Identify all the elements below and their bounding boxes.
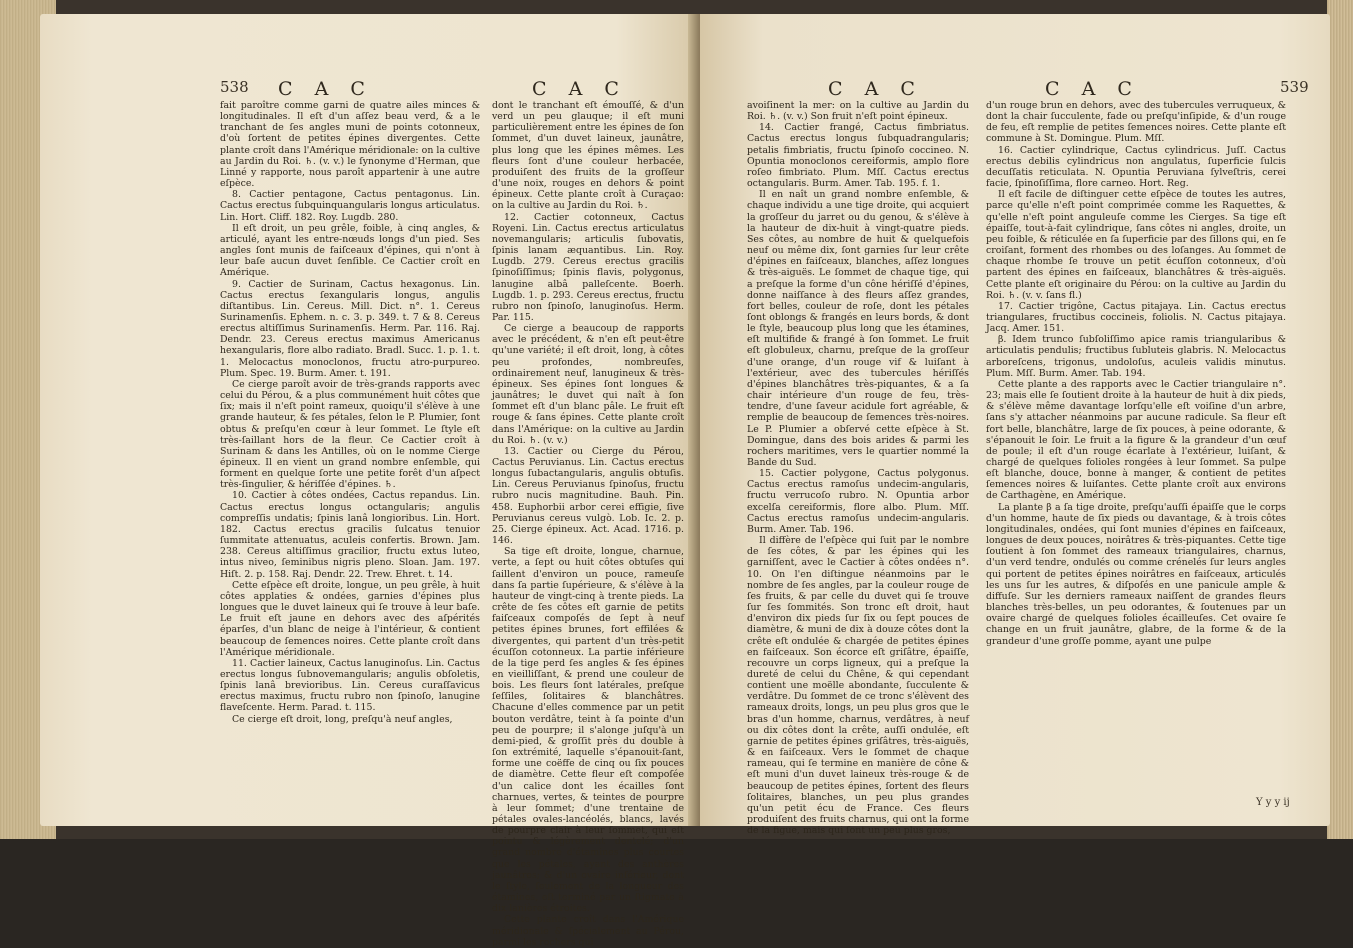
paragraph: 12. Cactier cotonneux, Cactus Royeni. Lin. Cactus erectus articulatus novemangularis; articulis ſubovatis, ſpinis lanam æquantibus. Lin. Roy. Lugdb. 279. Cereus erectus gracilis ſpinoſiſſimus; ſpinis flavis, polygonus, lanugine albâ palleſcente. Boerh. Lugdb. 1. p. 293. Cereus erectus, fructu rubro non ſpinoſo, lanuginoſus. Herm. Par. 115. [492, 211, 684, 323]
paragraph: Il eſt droit, un peu grêle, foible, à cinq angles, & articulé, ayant les entre-nœuds longs d'un pied. Ses angles ſont munis de faiſceaux d'épines, qui n'ont à leur baſe aucun duvet ſenſible. Ce Cactier croît en Amérique. [220, 222, 480, 279]
paragraph: 14. Cactier frangé, Cactus fimbriatus. Cactus erectus longus ſubquadrangularis; petalis fimbriatis, fructu ſpinoſo coccineo. N. Opuntia monoclonos cereiformis, amplo flore roſeo fimbriato. Plum. Mſſ. Cactus erectus octangularis. Burm. Amer. Tab. 195. f. 1. [747, 122, 969, 190]
text-column-1 [220, 100, 480, 725]
right-page [700, 14, 1330, 837]
paragraph: 15. Cactier polygone, Cactus polygonus. Cactus erectus ramoſus undecim-angularis, fructu verrucoſo rubro. N. Opuntia arbor excelſa cereiformis, flore albo. Plum. Mſſ. Cactus erectus ramoſus undecim-angularis. Burm. Amer. Tab. 196. [747, 468, 969, 535]
paragraph: 16. Cactier cylindrique, Cactus cylindricus. Juſſ. Cactus erectus debilis cylindricus non angulatus, ſuperficie ſulcis decuſſatis reticulata. N. Opuntia Peruviana ſylveſtris, cerei facie, ſpinoſiſſima, flore carneo. Hort. Reg. [986, 144, 1286, 190]
page-number: 538 [220, 78, 249, 96]
paragraph: Ce cierge eſt droit, long, preſqu'à neuf angles, [232, 713, 453, 725]
paragraph: Cette plante a des rapports avec le Cactier triangulaire n°. 23; mais elle ſe ſoutient droite à la hauteur de huit à dix pieds, & s'élève même davantage lorſqu'elle eſt voiſine d'un arbre, ſans s'y attacher néanmoins par aucune radicule. Sa fleur eſt fort belle, blanchâtre, large de ſix pouces, à peine odorante, & s'épanouit le ſoir. Le fruit a la figure & la grandeur d'un œuf de poule; il eſt d'un rouge écarlate à l'extérieur, luiſant, & chargé de quelques folioles rongées à leur ſommet. Sa pulpe eſt blanche, douce, bonne à manger, & contient de petites ſemences noires & luiſantes. Cette plante croît aux environs de Carthagène, en Amérique. [986, 378, 1286, 502]
paragraph: dont le tranchant eſt émouſſé, & d'un verd un peu glauque; il eſt muni particulièrement entre les épines de ſon ſommet, d'un duvet laineux, jaunâtre, plus long que les épines mêmes. Les fleurs ſont d'une couleur herbacée, produiſent des fruits de la groſſeur d'une noix, rouges en dehors & point épineux. Cette plante croît à Curaçao: on la cultive au Jardin du Roi. ♄. [492, 100, 684, 212]
paragraph: 13. Cactier ou Cierge du Pérou, Cactus Peruvianus. Lin. Cactus erectus longus ſubactangularis, angulis obtuſis. Lin. Cereus Peruvianus ſpinoſus, fructu rubro nucis magnitudine. Bauh. Pin. 458. Euphorbii arbor cerei effigie, ſive Peruvianus cereus vulgò. Lob. Ic. 2. p. 25. Cierge épineux. Act. Acad. 1716. p. 146. [492, 445, 684, 547]
paragraph: fait paroître comme garni de quatre ailes minces & longitudinales. Il eſt d'un aſſez beau verd, & a le tranchant de ſes angles muni de points cotonneux, d'où ſortent de petites épines divergentes. Cette plante croît dans l'Amérique méridionale: on la cultive au Jardin du Roi. ♄. (v. v.) le ſynonyme d'Herman, que Linné y rapporte, nous paroît appartenir à une autre eſpèce. [220, 100, 480, 190]
paragraph: Sa tige eſt droite, longue, charnue, verte, a ſept ou huit côtes obtuſes qui ſaillent d'environ un pouce, rameuſe dans ſa partie ſupérieure, & s'élève à la hauteur de vingt-cinq à trente pieds. La crête de ſes côtes eſt garnie de petits faiſceaux compoſés de ſept à neuf petites épines brunes, fort effilées & divergentes, qui partent d'un très-petit écuſſon cotonneux. La partie inférieure de la tige perd ſes angles & ſes épines en vieilliſſant, & prend une couleur de bois. Les fleurs ſont latérales, preſque ſeſſiles, ſolitaires & blanchâtres. Chacune d'elles commence par un petit bouton verdâtre, teint à ſa pointe d'un peu de pourpre; il s'alonge juſqu'à un demi-pied, & groſſit près du double à ſon extrémité, laquelle s'épanouit-ſant, forme une coëffe de cinq ou ſix pouces de diamètre. Cette fleur eſt compoſée d'un calice dont les écailles ſont charnues, vertes, & teintes de pourpre à leur ſommet; d'une trentaine de pétales ovales-lancéolés, blancs, lavés de pourpre clair à leur ſommet, qui eſt pointu & légèrement dentelé; d'un grand nombre d'étamines plus courtes que les pétales, ayant des anthères jaunâtres; & d'un ovaire inférieur, dont le ſtyle, ſeulement de la longueur des étamines, eſt terminé par un ſtigmate à dix lanières étroites. [492, 546, 684, 915]
running-head: C A C [1045, 78, 1140, 100]
paragraph: avoiſinent la mer: on la cultive au Jardin du Roi. ♄. (v. v.) Son fruit n'eſt point épineux. [747, 100, 969, 123]
text-column-1 [747, 100, 969, 836]
text-column-2 [492, 100, 684, 948]
running-head: C A C [532, 78, 627, 100]
paragraph: Cette plante croît dans l'Amérique méridionale & ſpécialement au Pérou, parmi les rochers qui [492, 914, 684, 948]
paragraph: Ce cierge a beaucoup de rapports avec le précédent, & n'en eſt peut-être qu'une variété; il eſt droit, long, à côtes peu profondes, nombreuſes, ordinairement neuf, lanugineux & très-épineux. Ses épines ſont longues & jaunâtres; le duvet qui naît à ſon ſommet eſt d'un blanc pâle. Le fruit eſt rouge & ſans épines. Cette plante croît dans l'Amérique: on la cultive au Jardin du Roi. ♄. (v. v.) [492, 323, 684, 446]
paragraph: 11. Cactier laineux, Cactus lanuginoſus. Lin. Cactus erectus longus ſubnovemangularis; angulis obſoletis, ſpinis lanâ brevioribus. Lin. Cereus curaſſavicus erectus maximus, fructu rubro non ſpinoſo, lanugine flaveſcente. Herm. Parad. t. 115. [220, 657, 480, 714]
page-edges-right [1327, 0, 1353, 839]
paragraph: 10. Cactier à côtes ondées, Cactus repandus. Lin. Cactus erectus longus octangularis; angulis compreſſis undatis; ſpinis lanâ longioribus. Lin. Hort. 182. Cactus erectus gracilis ſulcatus tenuior ſummitate attenuatus, aculeis confertis. Brown. Jam. 238. Cereus altiſſimus gracilior, fructu extus luteo, intus niveo, ſeminibus nigris pleno. Sloan. Jam. 197. Hiſt. 2. p. 158. Raj. Dendr. 22. Trew. Ehret. t. 14. [220, 490, 480, 580]
paragraph: Il eſt facile de diſtinguer cette eſpèce de toutes les autres, parce qu'elle n'eſt point comprimée comme les Raquettes, & qu'elle n'eſt point anguleuſe comme les Cierges. Sa tige eſt épaiſſe, tout-à-fait cylindrique, ſans côtes ni angles, droite, un peu foible, & réticulée en ſa ſuperficie par des ſillons qui, en ſe croiſant, forment des rhombes ou des loſanges. Au ſommet de chaque rhombe ſe trouve un petit écuſſon cotonneux, d'où partent des épines en faiſceaux, blanchâtres & très-aiguës. Cette plante eſt originaire du Pérou: on la cultive au Jardin du Roi. ♄. (v. v. ſans fl.) [986, 189, 1286, 301]
paragraph: 17. Cactier trigône, Cactus pitajaya. Lin. Cactus erectus triangulares, fructibus coccineis, foliolis. N. Cactus pitajaya. Jacq. Amer. 151. [986, 300, 1286, 335]
paragraph: Ce cierge paroît avoir de très-grands rapports avec celui du Pérou, & a plus communément huit côtes que ſix; mais il n'eſt point rameux, quoiqu'il s'élève à une grande hauteur, & ſes pétales, ſelon le P. Plumier, ſont obtus & preſqu'en cœur à leur ſommet. Le ſtyle eſt très-ſaillant hors de la fleur. Ce Cactier croît à Surinam & dans les Antilles, où on le nomme Cierge épineux. Il en vient un grand nombre enſemble, qui forment en quelque ſorte une petite forêt d'un aſpect très-ſingulier, & hériſſée d'épines. ♄. [220, 378, 480, 491]
paragraph: β. Idem trunco ſubſoliſſimo apice ramis triangularibus & articulatis pendulis; fructibus ſubluteis glabris. N. Melocactus arboreſcens, trigonus, undoloſus, aculeis validis minutus. Plum. Mſſ. Burm. Amer. Tab. 194. [986, 334, 1286, 379]
paragraph: Il en naît un grand nombre enſemble, & chaque individu a une tige droite, qui acquiert la groſſeur du jarret ou du genou, & s'élève à la hauteur de dix-huit à vingt-quatre pieds. Ses côtes, au nombre de huit & quelquefois neuf ou même dix, ſont garnies ſur leur crête d'épines en faiſceaux, blanches, aſſez longues & très-aiguës. Le ſommet de chaque tige, qui a preſque la forme d'un cône hériſſé d'épines, donne naiſſance à des fleurs aſſez grandes, fort belles, couleur de roſe, dont les pétales ſont oblongs & frangés en leurs bords, & dont le ſtyle, beaucoup plus long que les étamines, eſt multifide & frangé à ſon ſommet. Le fruit eſt globuleux, charnu, preſque de la groſſeur d'une orange, d'un rouge vif & luiſant à l'extérieur, avec des tubercules hériſſés d'épines blanchâtres très-piquantes, & a ſa chair intérieure d'un rouge de feu, très-tendre, d'une ſaveur acidule fort agréable, & remplie de beaucoup de ſemences très-noires. Le P. Plumier a obſervé cette eſpèce à St. Domingue, dans des bois arides & parmi les rochers maritimes, vers le quartier nommé la Bande du Sud. [747, 189, 969, 468]
text-column-2 [986, 100, 1286, 647]
paragraph: 8. Cactier pentagone, Cactus pentagonus. Lin. Cactus erectus ſubquinquangularis longus articulatus. Lin. Hort. Cliff. 182. Roy. Lugdb. 280. [220, 189, 480, 223]
paragraph: Cette eſpèce eſt droite, longue, un peu grêle, à huit côtes applaties & ondées, garnies d'épines plus longues que le duvet laineux qui ſe trouve à leur baſe. Le fruit eſt jaune en dehors avec des aſpérités éparſes, d'un blanc de neige à l'intérieur, & contient beaucoup de ſemences noires. Cette plante croît dans l'Amérique méridionale. [220, 579, 480, 658]
left-page [40, 14, 695, 948]
paragraph: Il diffère de l'eſpèce qui ſuit par le nombre de ſes côtes, & par les épines qui les garniſſent, avec le Cactier à côtes ondées n°. 10. On l'en diſtingue néanmoins par le nombre de ſes angles, par la couleur rouge de ſes fruits, & par celle du duvet qui ſe trouve ſur ſes ſommités. Son tronc eſt droit, haut d'environ dix pieds ſur ſix ou ſept pouces de diamètre, & muni de dix à douze côtes dont la crête eſt ondulée & chargée de petites épines en faiſceaux. Son écorce eſt griſâtre, épaiſſe, recouvre un corps ligneux, qui a preſque la dureté de celui du Chêne, & qui cependant contient une moëlle abondante, ſucculente & verdâtre. Du ſommet de ce tronc s'élèvent des rameaux droits, longs, un peu plus gros que le bras d'un homme, charnus, verdâtres, à neuf ou dix côtes dont la crête, auſſi ondulée, eſt garnie de petites épines griſâtres, très-aiguës, & en faiſceaux. Vers le ſommet de chaque rameau, qui ſe termine en manière de cône & eſt muni d'un duvet laineux très-rouge & de beaucoup de petites épines, ſortent des fleurs ſolitaires, blanches, un peu plus grandes qu'un petit écu de France. Ces fleurs produiſent des fruits charnus, qui ont la forme de la figue, mais qui ſont un peu plus gros, [747, 535, 969, 837]
paragraph: 9. Cactier de Surinam, Cactus hexagonus. Lin. Cactus erectus ſexangularis longus, angulis diſtantibus. Lin. Cereus. Mill. Dict. n°. 1. Cereus Surinamenſis. Ephem. n. c. 3. p. 349. t. 7 & 8. Cereus erectus altiſſimus Surinamenſis. Herm. Par. 116. Raj. Dendr. 23. Cereus erectus maximus Americanus hexangularis, flore albo radiato. Bradl. Succ. 1. p. 1. t. 1. Melocactus monoclonos, fructu atro-purpureo. Plum. Spec. 19. Burm. Amer. t. 191. [220, 278, 480, 379]
running-head: C A C [828, 78, 923, 100]
signature-mark: Y y y ij [1256, 797, 1290, 808]
running-head: C A C [278, 78, 373, 100]
paragraph: d'un rouge brun en dehors, avec des tubercules verruqueux, & dont la chair ſucculente, fade ou preſqu'inſipide, & d'un rouge de feu, eſt remplie de petites ſemences noires. Cette plante eſt commune à St. Domingue. Plum. Mſſ. [986, 100, 1286, 145]
paragraph: La plante β a ſa tige droite, preſqu'auſſi épaiſſe que le corps d'un homme, haute de ſix pieds ou davantage, & à trois côtes longitudinales, ondées, qui ſont munies d'épines en faiſceaux, longues de deux pouces, noirâtres & très-piquantes. Cette tige ſoutient à ſon ſommet des rameaux triangulaires, charnus, d'un verd tendre, ondulés ou comme crénelés ſur leurs angles qui portent de petites épines noirâtres en faiſceaux, articulés les uns ſur les autres, & diſpoſés en une panicule ample & diffuſe. Sur les derniers rameaux naiſſent de grandes fleurs blanches très-belles, un peu odorantes, & ſoutenues par un ovaire chargé de quelques folioles écailleuſes. Cet ovaire ſe change en un fruit jaunâtre, glabre, de la forme & de la grandeur d'une groſſe pomme, ayant une pulpe [986, 501, 1286, 647]
page-number: 539 [1280, 78, 1309, 96]
